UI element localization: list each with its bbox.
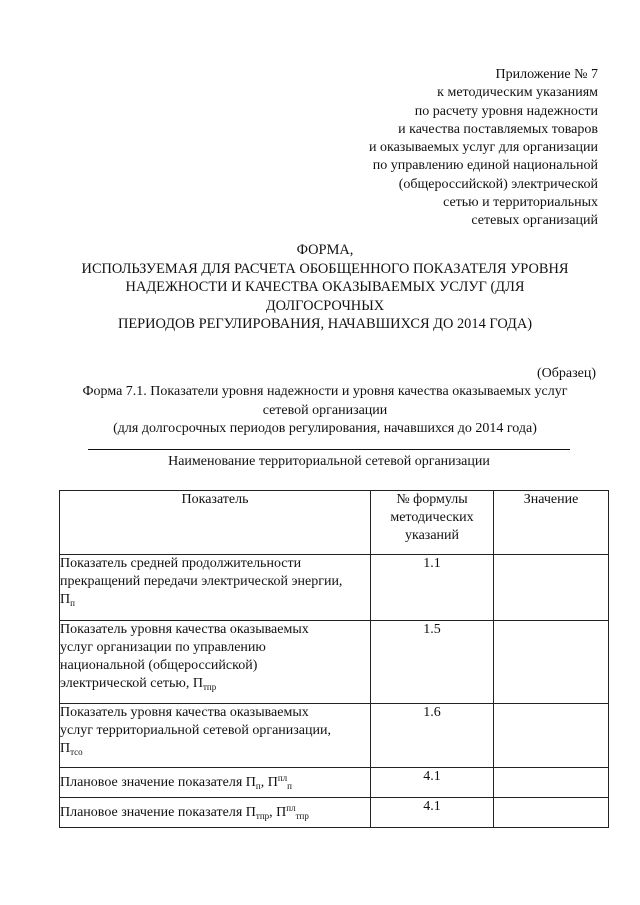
table-row — [60, 768, 609, 798]
indicator-symbol: П — [60, 592, 71, 607]
table-row — [60, 621, 609, 704]
value-cell[interactable] — [494, 798, 609, 828]
value-cell[interactable] — [494, 555, 609, 621]
formula-number: 1.6 — [371, 704, 494, 768]
header-formula-line: № формулы — [396, 492, 468, 507]
appendix-line: сетевых организаций — [471, 213, 598, 229]
appendix-line: сетью и территориальных — [443, 195, 598, 211]
indicator-symbol-sub: п — [70, 598, 75, 608]
indicator-name: Показатель уровня качества оказываемых услуг организации по управлению национальной (общероссийской) электрической сетью, $П_{тпр}$ — [60, 621, 371, 704]
indicator-name: Плановое значение показателя $П_{тпр}$, $П^{пл}_{тпр}$ — [60, 798, 371, 828]
form-title-line: ПЕРИОДОВ РЕГУЛИРОВАНИЯ, НАЧАВШИХСЯ ДО 2014 ГОДА) — [117, 316, 533, 332]
appendix-line: по расчету уровня надежности — [414, 103, 598, 119]
form-title — [40, 241, 610, 334]
value-cell[interactable] — [494, 704, 609, 768]
appendix-line: (общероссийской) электрической — [398, 176, 598, 192]
table-row — [60, 704, 609, 768]
subtitle-line: сетевой организации — [262, 402, 388, 418]
indicator-symbol: П — [60, 741, 71, 756]
plan-symbol: П — [267, 775, 278, 790]
appendix-line: к методическим указаниям — [437, 85, 598, 101]
subtitle-line: (для долгосрочных периодов регулирования, начавшихся до 2014 года) — [113, 421, 537, 436]
appendix-header — [369, 66, 598, 231]
table-header-row — [60, 491, 609, 555]
indicators-table — [59, 490, 609, 828]
appendix-line: и качества поставляемых товаров — [398, 121, 598, 137]
formula-number: 4.1 — [371, 798, 494, 828]
appendix-line: и оказываемых услуг для организации — [368, 140, 598, 156]
form-title-line: ФОРМА, — [296, 242, 354, 258]
indicator-symbol-sub: тпр — [202, 682, 217, 692]
header-formula — [371, 491, 494, 555]
indicator-symbol: П — [245, 775, 256, 790]
plan-symbol: П — [276, 805, 287, 820]
formula-number: 4.1 — [371, 768, 494, 798]
formula-number: 1.5 — [371, 621, 494, 704]
value-cell[interactable] — [494, 621, 609, 704]
form-title-line: НАДЕЖНОСТИ И КАЧЕСТВА ОКАЗЫВАЕМЫХ УСЛУГ (ДЛЯ — [125, 279, 525, 295]
form-subtitle — [40, 383, 610, 439]
form-title-line: ДОЛГОСРОЧНЫХ — [265, 297, 385, 314]
appendix-line: по управлению единой национальной — [372, 158, 598, 174]
organization-name-line — [88, 449, 570, 450]
indicator-symbol-sub: тсо — [70, 747, 83, 757]
subtitle-line: Форма 7.1. Показатели уровня надежности и уровня качества оказываемых услуг — [82, 384, 568, 399]
header-indicator: Показатель — [60, 491, 371, 555]
indicator-symbol: П — [192, 676, 203, 691]
indicator-name: Показатель уровня качества оказываемых услуг территориальной сетевой организации, $П_{тсо}$ — [60, 704, 371, 768]
header-value: Значение — [494, 491, 609, 555]
sample-label: (Образец) — [536, 366, 596, 381]
table-row — [60, 798, 609, 828]
table-row — [60, 555, 609, 621]
formula-number: 1.1 — [371, 555, 494, 621]
indicator-symbol: П — [245, 805, 256, 820]
value-cell[interactable] — [494, 768, 609, 798]
appendix-line: Приложение № 7 — [495, 67, 598, 82]
form-title-line: ИСПОЛЬЗУЕМАЯ ДЛЯ РАСЧЕТА ОБОБЩЕННОГО ПОКАЗАТЕЛЯ УРОВНЯ — [81, 260, 569, 277]
indicator-name: Плановое значение показателя $П_п$, $П^{пл}_п$ — [60, 768, 371, 798]
indicator-name: Показатель средней продолжительности прекращений передачи электрической энергии, $П_п$ — [60, 555, 371, 621]
header-formula-line: указаний — [404, 528, 460, 543]
header-formula-line: методических — [390, 510, 474, 525]
organization-name-label: Наименование территориальной сетевой организации — [168, 454, 490, 469]
